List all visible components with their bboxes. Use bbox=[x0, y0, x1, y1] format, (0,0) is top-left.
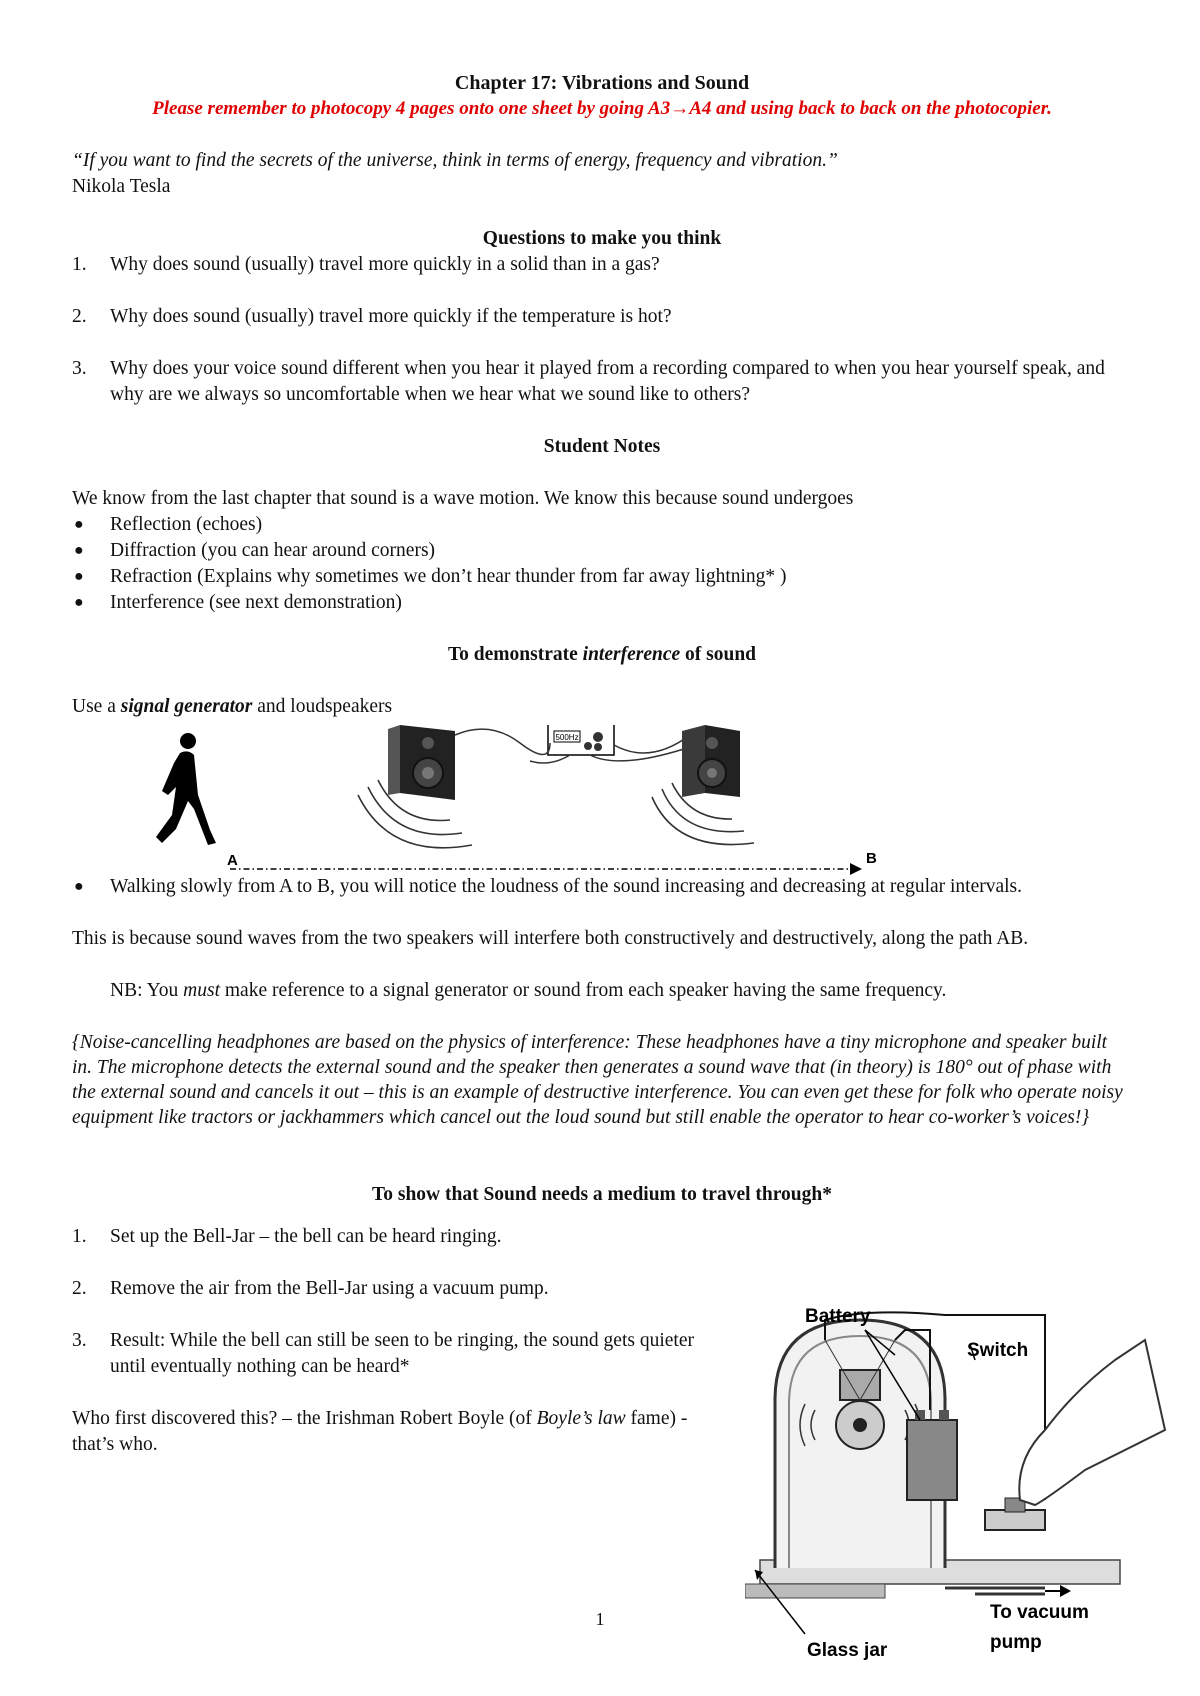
signal-generator-icon bbox=[548, 725, 614, 755]
step-item: 1. Set up the Bell-Jar – the bell can be heard ringing. bbox=[72, 1226, 502, 1247]
list-item: ● Diffraction (you can hear around corners) bbox=[72, 538, 1132, 564]
chapter-title: Chapter 17: Vibrations and Sound bbox=[454, 72, 750, 94]
hand-icon bbox=[1019, 1340, 1165, 1505]
list-item: ● Interference (see next demonstration) bbox=[72, 590, 1132, 616]
question-number: 3. bbox=[72, 358, 87, 379]
list-item: ● Refraction (Explains why sometimes we don’t hear thunder from far away lightning* ) bbox=[72, 564, 1132, 590]
glass-jar-label: Glass jar bbox=[807, 1640, 888, 1661]
bullet-icon: ● bbox=[74, 516, 84, 533]
loudspeaker-left-icon bbox=[388, 725, 455, 800]
student-notes-heading: Student Notes bbox=[543, 436, 661, 457]
signal-generator-line: Use a signal generator and loudspeakers bbox=[72, 696, 393, 717]
list-item: ● Walking slowly from A to B, you will notice the loudness of the sound increasing and decreasing at regular intervals. bbox=[72, 874, 1132, 900]
page-number: 1 bbox=[595, 1609, 605, 1629]
bullet-icon: ● bbox=[74, 568, 84, 585]
question-text: Why does your voice sound different when you hear it played from a recording compared to when you hear yourself speak, and why are we always so uncomfortable when we hear what we sound like to others? bbox=[110, 358, 1105, 405]
question-item bbox=[72, 356, 1132, 408]
noise-cancelling-note: {Noise-cancelling headphones are based on the physics of interference: These headphones have a tiny microphone and speaker built in. The microphone detects the external sound and the speaker then generates a sound wave that (in theory) is 180° out of phase with the external sound and cancels it out – this is an example of destructive interference. You can even get these for folk who operate noisy equipment like tractors or jackhammers which cancel out the loud sound but still enable the operator to hear co-worker’s voices!} bbox=[72, 1032, 1123, 1128]
arrow-head-icon bbox=[850, 863, 862, 875]
interference-heading: To demonstrate interference of sound bbox=[447, 644, 757, 665]
photocopy-note: Please remember to photocopy 4 pages onto one sheet by going A3→A4 and using back to back on the photocopier. bbox=[152, 98, 1052, 119]
medium-heading: To show that Sound needs a medium to travel through* bbox=[372, 1184, 832, 1205]
bullet-icon: ● bbox=[74, 594, 84, 611]
interference-bullets bbox=[72, 874, 1132, 900]
question-item bbox=[72, 304, 1132, 330]
bullet-icon: ● bbox=[74, 542, 84, 559]
vacuum-pump-label-1: To vacuum bbox=[990, 1602, 1089, 1623]
label-b: B bbox=[866, 850, 877, 867]
battery-label: Battery bbox=[805, 1306, 871, 1327]
question-text: Why does sound (usually) travel more quickly in a solid than in a gas? bbox=[110, 254, 660, 275]
vacuum-pump-label-2: pump bbox=[990, 1632, 1042, 1653]
svg-text:500Hz: 500Hz bbox=[555, 733, 579, 742]
notes-intro: We know from the last chapter that sound is a wave motion. We know this because sound undergoes bbox=[72, 488, 854, 509]
list-item: ● Reflection (echoes) bbox=[72, 512, 1132, 538]
quote-author: Nikola Tesla bbox=[72, 176, 171, 197]
bullet-icon: ● bbox=[74, 878, 84, 895]
step-item: 2. Remove the air from the Bell-Jar using a vacuum pump. bbox=[72, 1278, 549, 1299]
nb-note: NB: You must make reference to a signal generator or sound from each speaker having the same frequency. bbox=[110, 980, 947, 1001]
step-item: 3. Result: While the bell can still be seen to be ringing, the sound gets quieter until eventually nothing can be heard* bbox=[72, 1330, 694, 1377]
switch-label: Switch bbox=[967, 1340, 1029, 1361]
bell-jar-steps bbox=[72, 1224, 722, 1380]
walking-person-icon bbox=[156, 733, 216, 845]
question-item bbox=[72, 252, 1132, 278]
quote-text: “If you want to find the secrets of the universe, think in terms of energy, frequency and vibration.” bbox=[72, 150, 838, 171]
interference-diagram bbox=[150, 725, 970, 875]
boyle-line: Who first discovered this? – the Irishman Robert Boyle (of Boyle’s law fame) - that’s who. bbox=[72, 1408, 688, 1455]
question-number: 1. bbox=[72, 254, 87, 275]
loudspeaker-right-icon bbox=[682, 725, 740, 797]
questions-list bbox=[72, 252, 1132, 408]
question-number: 2. bbox=[72, 306, 87, 327]
label-a: A bbox=[227, 852, 238, 869]
question-text: Why does sound (usually) travel more quickly if the temperature is hot? bbox=[110, 306, 672, 327]
interference-explanation: This is because sound waves from the two speakers will interfere both constructively and destructively, along the path AB. bbox=[72, 928, 1029, 949]
questions-heading: Questions to make you think bbox=[482, 228, 722, 249]
wave-properties-list bbox=[72, 512, 1132, 616]
